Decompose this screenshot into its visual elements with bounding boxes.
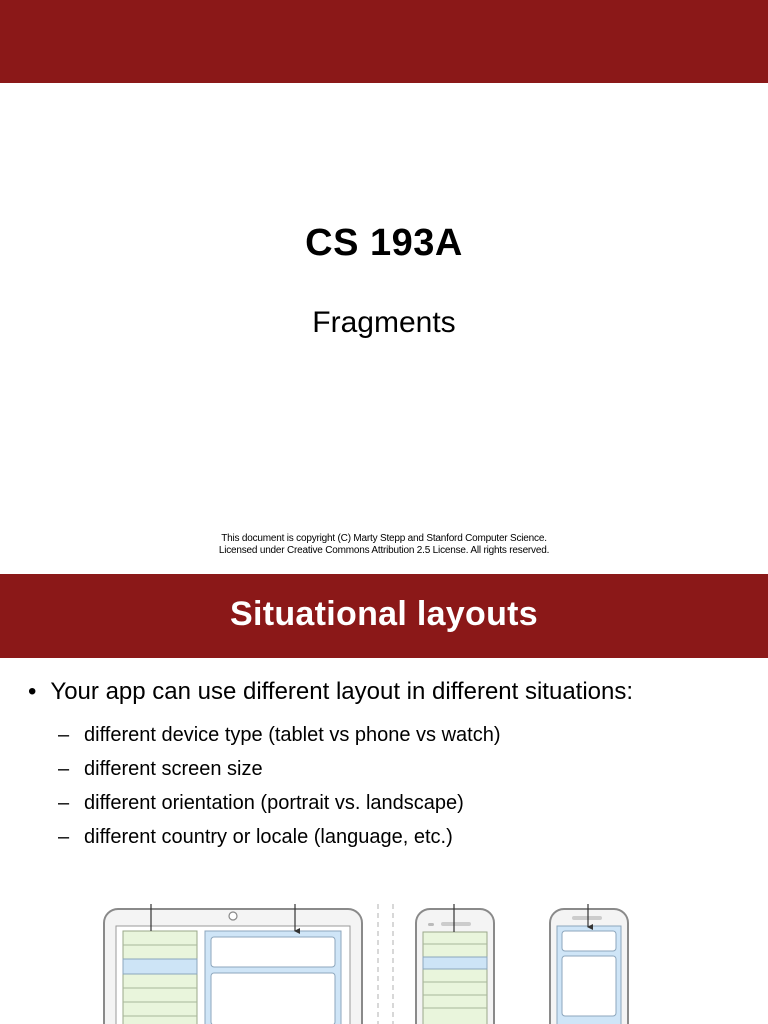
sub-bullet-text: different screen size [84, 757, 263, 780]
tablet-detail-fragment [205, 931, 341, 1024]
tablet-device [104, 904, 362, 1024]
dash-marker: – [58, 723, 70, 746]
sub-bullet-item [58, 786, 501, 820]
phone-list-device [416, 904, 494, 1024]
sub-bullet-item [58, 752, 501, 786]
title-slide-top-bar [0, 0, 768, 83]
sub-bullet-list [58, 718, 501, 854]
situational-layouts-slide [0, 574, 768, 1024]
sub-bullet-text: different orientation (portrait vs. landscape) [84, 791, 464, 814]
sub-bullet-text: different device type (tablet vs phone vs watch) [84, 723, 501, 746]
dash-marker: – [58, 825, 70, 848]
bullet-item [28, 678, 633, 706]
sub-bullet-item [58, 820, 501, 854]
copyright-line-2: Licensed under Creative Commons Attribution 2.5 License. All rights reserved. [218, 545, 550, 556]
slide-heading: Situational layouts [0, 574, 768, 658]
device-layouts-diagram [0, 894, 768, 1024]
bullet-dot: • [28, 678, 37, 705]
slide-title: CS 193A [305, 222, 463, 264]
copyright-notice [0, 533, 768, 557]
copyright-line-1: This document is copyright (C) Marty Stepp and Stanford Computer Science. [221, 533, 547, 544]
sub-bullet-item [58, 718, 501, 752]
dash-marker: – [58, 791, 70, 814]
sub-bullet-text: different country or locale (language, etc.) [84, 825, 453, 848]
phone-detail-device [550, 904, 628, 1024]
slide-subtitle: Fragments [312, 306, 456, 339]
dash-marker: – [58, 757, 70, 780]
bullet-text: Your app can use different layout in different situations: [50, 678, 634, 705]
tablet-list-fragment [123, 931, 197, 1024]
camera-icon [229, 912, 237, 920]
